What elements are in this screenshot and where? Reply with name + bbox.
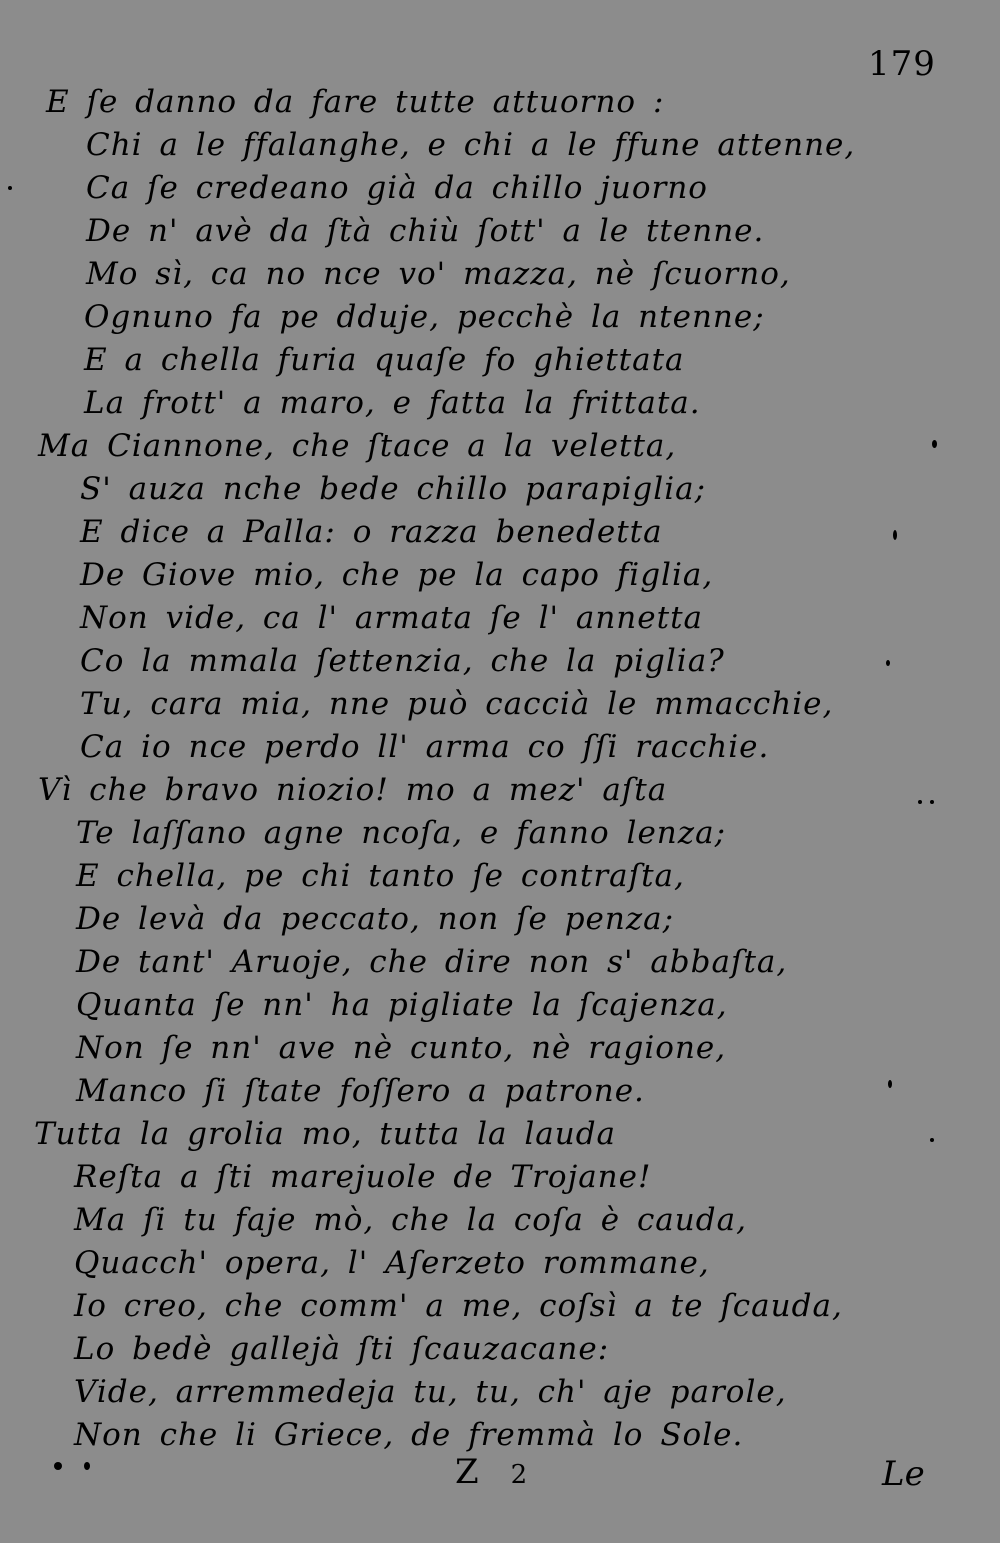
page-number: 179: [868, 44, 936, 84]
verse-line: Chi a le ffalanghe, e chi a le ffune attenne,: [86, 127, 856, 163]
verse-line: Ma ſi tu faje mò, che la coſa è cauda,: [74, 1202, 747, 1238]
scan-speck: [930, 1138, 934, 1142]
verse-line: Ca ſe credeano già da chillo juorno: [86, 170, 708, 206]
scan-speck: [84, 1462, 90, 1470]
verse-line: Non che li Griece, de fremmà lo Sole.: [74, 1417, 744, 1453]
verse-line: Ca io nce perdo ll' arma co ſſi racchie.: [80, 729, 770, 765]
scan-speck: [886, 660, 890, 666]
scan-speck: [888, 1080, 892, 1088]
verse-line: Vì che bravo niozio! mo a mez' aſta: [38, 772, 668, 808]
verse-line: De Giove mio, che pe la capo figlia,: [80, 557, 714, 593]
scan-speck: [8, 186, 12, 190]
verse-line: Co la mmala ſettenzia, che la piglia?: [80, 643, 725, 679]
verse-line: Ognuno fa pe dduje, pecchè la ntenne;: [84, 299, 765, 335]
scan-speck: [930, 800, 934, 804]
verse-line: S' auza nche bede chillo parapiglia;: [80, 471, 707, 507]
verse-line: Vide, arremmedeja tu, tu, ch' aje parole,: [74, 1374, 787, 1410]
catchword: Le: [882, 1454, 925, 1494]
verse-line: De n' avè da ſtà chiù ſott' a le ttenne.: [86, 213, 765, 249]
verse-line: De levà da peccato, non ſe penza;: [76, 901, 675, 937]
signature-mark: [455, 1452, 529, 1492]
signature-number: 2: [510, 1460, 530, 1490]
verse-line: Te laſſano agne ncoſa, e fanno lenza;: [76, 815, 727, 851]
verse-line: De tant' Aruoje, che dire non s' abbaſta,: [76, 944, 788, 980]
verse-line: Manco ſi ſtate foſſero a patrone.: [76, 1073, 645, 1109]
verse-line: Tu, cara mia, nne può caccià le mmacchie,: [80, 686, 834, 722]
verse-line: E a chella furia quaſe fo ghiettata: [84, 342, 685, 378]
verse-line: Lo bedè gallejà ſti ſcauzacane:: [74, 1331, 610, 1367]
scan-speck: [893, 530, 897, 540]
verse-line: Ma Ciannone, che ſtace a la veletta,: [38, 428, 677, 464]
verse-line: Io creo, che comm' a me, coſsì a te ſcauda,: [74, 1288, 843, 1324]
scan-speck: [918, 800, 922, 804]
signature-letter: Z: [455, 1452, 481, 1492]
verse-line: Mo sì, ca no nce vo' mazza, nè ſcuorno,: [86, 256, 791, 292]
verse-line: E chella, pe chi tanto ſe contraſta,: [76, 858, 685, 894]
verse-line: Quanta ſe nn' ha pigliate la ſcajenza,: [76, 987, 728, 1023]
verse-line: E dice a Palla: o razza benedetta: [80, 514, 663, 550]
verse-line: Reſta a ſti marejuole de Trojane!: [74, 1159, 652, 1195]
verse-line: E ſe danno da fare tutte attuorno :: [46, 84, 665, 120]
verse-line: Non vide, ca l' armata ſe l' annetta: [80, 600, 704, 636]
scan-speck: [54, 1462, 62, 1470]
verse-line: Tutta la grolia mo, tutta la lauda: [34, 1116, 617, 1152]
verse-line: Quacch' opera, l' Aſerzeto rommane,: [74, 1245, 710, 1281]
verse-line: La frott' a maro, e fatta la frittata.: [84, 385, 701, 421]
verse-line: Non ſe nn' ave nè cunto, nè ragione,: [76, 1030, 727, 1066]
scan-speck: [932, 440, 937, 448]
